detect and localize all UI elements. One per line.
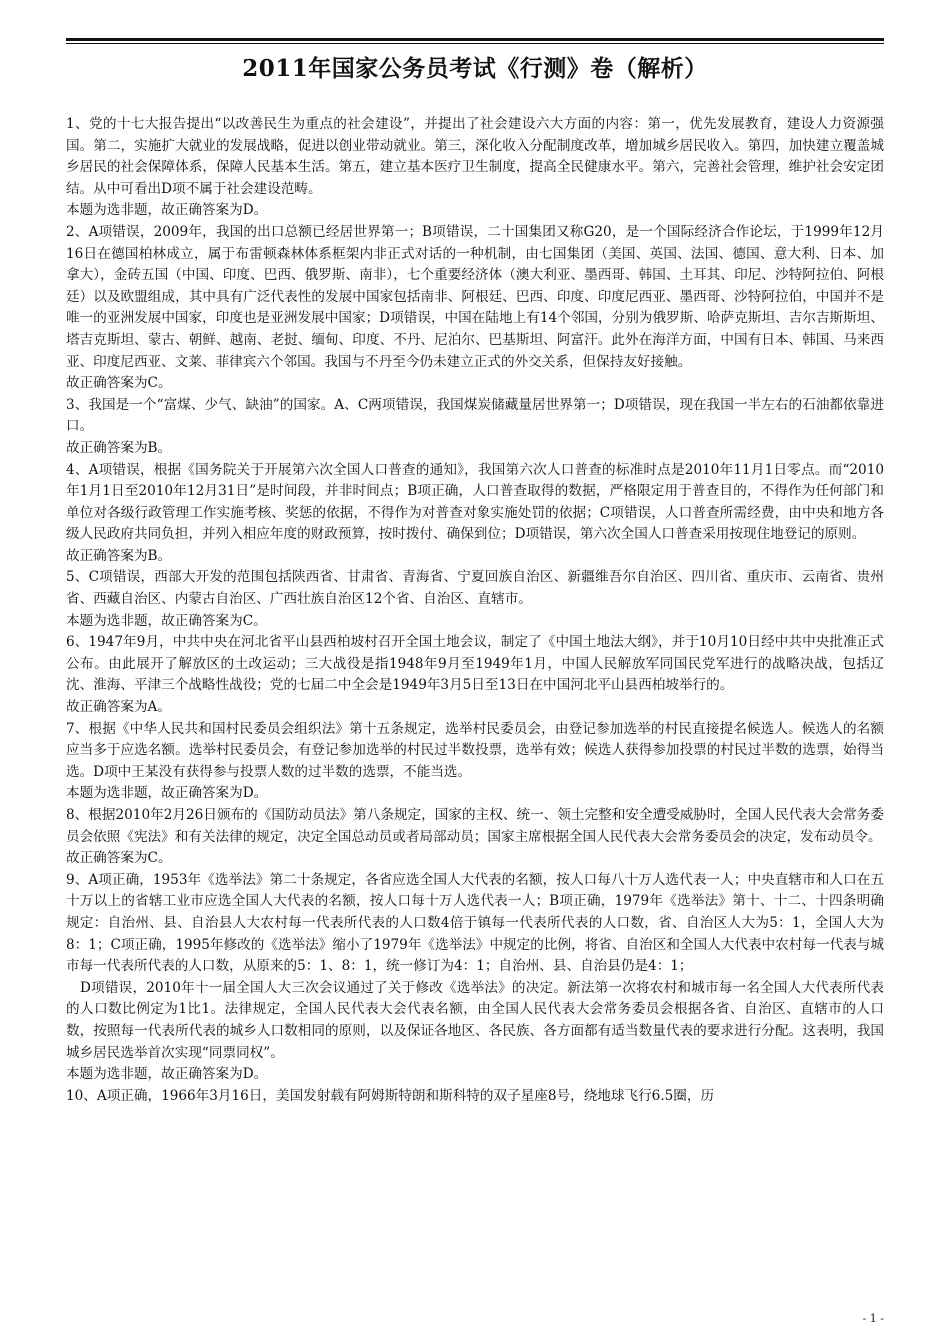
answer-q6: 故正确答案为A。: [66, 699, 171, 716]
paragraph-q1: 1、党的十七大报告提出“以改善民生为重点的社会建设”，并提出了社会建设六大方面的内容：第一，优先发展教育，建设人力资源强国。第二，实施扩大就业的发展战略，促进以创业带动就业。第三，深化收入分配制度改革，增加城乡居民收入。第四，加快建立覆盖城乡居民的社会保障体系，保障人民基本生活。第五，建立基本医疗卫生制度，提高全民健康水平。第六，完善社会管理，维护社会安定团结。从中可看出D项不属于社会建设范畴。: [66, 116, 884, 197]
answer-q9: 本题为选非题，故正确答案为D。: [66, 1066, 268, 1083]
paragraph-q2: 2、A项错误，2009年，我国的出口总额已经居世界第一；B项错误，二十国集团又称G20，是一个国际经济合作论坛，于1999年12月16日在德国柏林成立，属于布雷顿森林体系框架内非正式对话的一种机制，由七国集团（美国、英国、法国、德国、意大利、日本、加拿大），金砖五国（中国、印度、巴西、俄罗斯、南非），七个重要经济体（澳大利亚、墨西哥、韩国、土耳其、印尼、沙特阿拉伯、阿根廷）以及欧盟组成，其中具有广泛代表性的发展中国家包括南非、阿根廷、巴西、印度、印度尼西亚、墨西哥、沙特阿拉伯，中国并不是唯一的亚洲发展中国家，印度也是亚洲发展中国家；D项错误，中国在陆地上有14个邻国，分别为俄罗斯、哈萨克斯坦、吉尔吉斯斯坦、塔吉克斯坦、蒙古、朝鲜、越南、老挝、缅甸、印度、不丹、尼泊尔、巴基斯坦、阿富汗。此外在海洋方面，中国有日本、韩国、马来西亚、印度尼西亚、文莱、菲律宾六个邻国。我国与不丹至今仍未建立正式的外交关系，但保持友好接触。: [66, 223, 884, 370]
paragraph-q9: 9、A项正确，1953年《选举法》第二十条规定，各省应选全国人大代表的名额，按人口每八十万人选代表一人；中央直辖市和人口在五十万以上的省辖工业市应选全国人大代表的名额，按人口每十万人选代表一人；B项正确，1979年《选举法》第十、十二、十四条明确规定：自治州、县、自治县人大农村每一代表所代表的人口数4倍于镇每一代表所代表的人口数，省、自治区人大为5：1，全国人大为8：1；C项正确，1995年修改的《选举法》缩小了1979年《选举法》中规定的比例，将省、自治区和全国人大代表中农村每一代表与城市每一代表所代表的人口数，从原来的5：1、8：1，统一修订为4：1；自治州、县、自治县仍是4：1；: [66, 871, 884, 975]
document-title: 2011年国家公务员考试《行测》卷（解析）: [242, 55, 708, 82]
paragraph-q4: 4、A项错误，根据《国务院关于开展第六次全国人口普查的通知》，我国第六次人口普查的标准时点是2010年11月1日零点。而“2010年1月1日至2010年12月31日”是时间段，并非时间点；B项正确，人口普查取得的数据，严格限定用于普查目的，不得作为任何部门和单位对各级行政管理工作实施考核、奖惩的依据，不得作为对普查对象实施处罚的依据；C项错误，人口普查所需经费，由中央和地方各级人民政府共同负担，并列入相应年度的财政预算，按时拨付、确保到位；D项错误，第六次全国人口普查采用按现住地登记的原则。: [66, 461, 884, 543]
answer-q8: 故正确答案为C。: [66, 850, 172, 867]
answer-q1: 本题为选非题，故正确答案为D。: [66, 202, 268, 219]
paragraph-q8: 8、根据2010年2月26日颁布的《国防动员法》第八条规定，国家的主权、统一、领土完整和安全遭受威胁时，全国人民代表大会常务委员会依照《宪法》和有关法律的规定，决定全国总动员或者局部动员；国家主席根据全国人民代表大会常务委员会的决定，发布动员令。: [66, 807, 884, 845]
answer-q4: 故正确答案为B。: [66, 547, 172, 564]
paragraph-q6: 6、1947年9月，中共中央在河北省平山县西柏坡村召开全国土地会议，制定了《中国土地法大纲》，并于10月10日经中共中央批准正式公布。由此展开了解放区的土改运动；三大战役是指1948年9月至1949年1月，中国人民解放军同国民党军进行的战略决战，包括辽沈、淮海、平津三个战略性战役；党的七届二中全会是1949年3月5日至13日在中国河北平山县西柏坡举行的。: [66, 634, 884, 694]
answer-q3: 故正确答案为B。: [66, 439, 172, 456]
paragraph-q10: 10、A项正确，1966年3月16日，美国发射载有阿姆斯特朗和斯科特的双子星座8号，绕地球飞行6.5圈，历: [66, 1087, 715, 1104]
header-rule-thin: [66, 43, 884, 44]
answer-q7: 本题为选非题，故正确答案为D。: [66, 785, 268, 802]
header-rule-thick: [66, 38, 884, 41]
paragraph-q7: 7、根据《中华人民共和国村民委员会组织法》第十五条规定，选举村民委员会，由登记参加选举的村民直接提名候选人。候选人的名额应当多于应选名额。选举村民委员会，有登记参加选举的村民过半数投票，选举有效；候选人获得参加投票的村民过半数的选票，始得当选。D项中王某没有获得参与投票人数的过半数的选票，不能当选。: [66, 720, 884, 780]
page-number: - 1 -: [862, 1312, 884, 1325]
paragraph-q5: 5、C项错误，西部大开发的范围包括陕西省、甘肃省、青海省、宁夏回族自治区、新疆维吾尔自治区、四川省、重庆市、云南省、贵州省、西藏自治区、内蒙古自治区、广西壮族自治区12个省、自治区、直辖市。: [66, 569, 884, 608]
paragraph-q9-continued: D项错误，2010年十一届全国人大三次会议通过了关于修改《选举法》的决定。新法第一次将农村和城市每一名全国人大代表所代表的人口数比例定为1比1。法律规定，全国人民代表大会代表名额，由全国人民代表大会常务委员会根据各省、自治区、直辖市的人口数，按照每一代表所代表的城乡人口数相同的原则，以及保证各地区、各民族、各方面都有适当数量代表的要求进行分配。这表明，我国城乡居民选举首次实现“同票同权”。: [66, 979, 884, 1061]
answer-q5: 本题为选非题，故正确答案为C。: [66, 612, 267, 629]
paragraph-q3: 3、我国是一个“富煤、少气、缺油”的国家。A、C两项错误，我国煤炭储藏量居世界第一；D项错误，现在我国一半左右的石油都依靠进口。: [66, 396, 884, 435]
document-body: [66, 114, 884, 1107]
answer-q2: 故正确答案为C。: [66, 375, 172, 392]
